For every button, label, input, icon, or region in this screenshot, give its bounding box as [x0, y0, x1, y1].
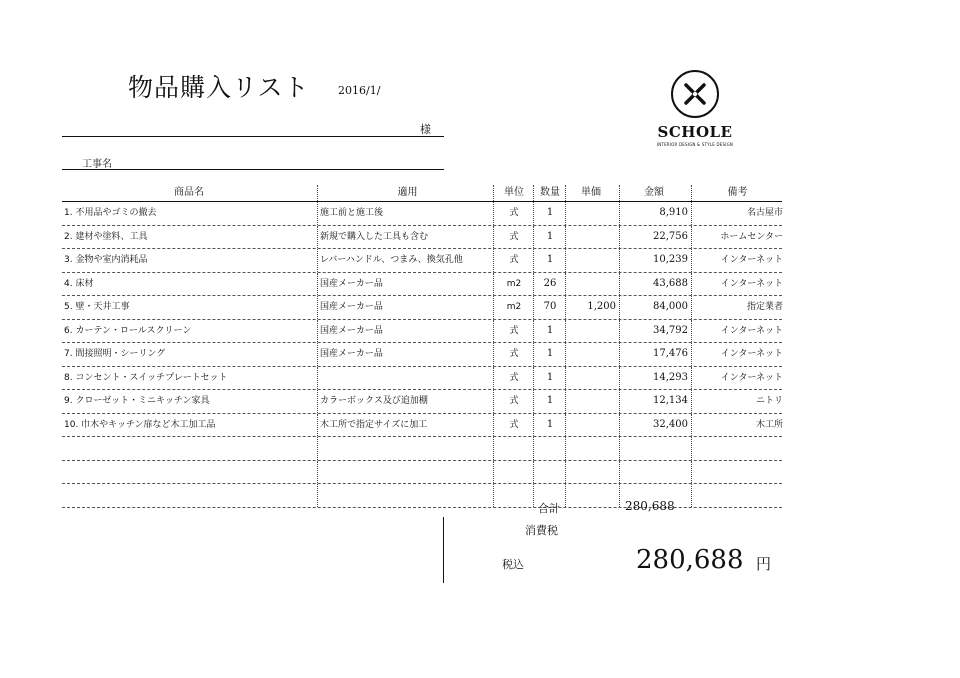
subtotal-value: 280,688	[625, 499, 675, 513]
total-unit: 円	[756, 555, 772, 573]
cell-desc: 国産メーカー品	[317, 343, 495, 366]
cell-name: 4. 床材	[64, 278, 94, 289]
cell-note	[691, 437, 785, 460]
cell-desc	[317, 437, 495, 460]
total-value: 280,688	[636, 545, 744, 575]
cell-desc: 国産メーカー品	[317, 296, 495, 319]
logo-tagline: INTERIOR DESIGN & STYLE DESIGN	[656, 142, 734, 147]
cell-price	[565, 390, 620, 413]
subtotal-label: 合計	[538, 502, 560, 515]
cell-note	[691, 461, 785, 484]
cell-unit: m2	[493, 296, 534, 319]
cell-qty	[533, 437, 566, 460]
table-row	[62, 437, 782, 461]
cell-amount: 34,792	[619, 320, 692, 343]
cell-amount: 22,756	[619, 226, 692, 249]
page-title: 物品購入リスト	[128, 73, 310, 102]
cell-qty: 26	[533, 273, 566, 296]
cell-price	[565, 461, 620, 484]
cell-amount: 84,000	[619, 296, 692, 319]
cell-name	[62, 484, 318, 507]
header-name: 商品名	[174, 187, 204, 198]
cell-name: 7. 間接照明・シーリング	[64, 349, 166, 359]
table-body	[62, 202, 782, 508]
cell-amount: 8,910	[619, 202, 692, 225]
table-row	[62, 367, 782, 391]
cell-desc: レバーハンドル、つまみ、換気孔他	[317, 249, 495, 272]
cell-name: 3. 金物や室内消耗品	[64, 255, 148, 265]
table-row	[62, 226, 782, 250]
cell-qty: 1	[533, 390, 566, 413]
cell-name	[62, 437, 318, 460]
cell-price	[565, 202, 620, 225]
cell-amount: 14,293	[619, 367, 692, 390]
purchase-table	[62, 185, 782, 508]
table-row	[62, 273, 782, 297]
cell-unit: 式	[493, 249, 534, 272]
cell-unit	[493, 461, 534, 484]
header-unit: 単位	[493, 185, 534, 201]
cell-amount: 17,476	[619, 343, 692, 366]
table-row	[62, 343, 782, 367]
cell-note: インターネット	[691, 367, 785, 390]
cell-price	[565, 367, 620, 390]
cell-name: 6. カーテン・ロールスクリーン	[64, 325, 192, 336]
cell-name: 9. クローゼット・ミニキッチン家具	[64, 396, 210, 406]
tax-label: 消費税	[525, 524, 558, 537]
table-row	[62, 202, 782, 226]
cell-price	[565, 273, 620, 296]
honorific-label: 様	[420, 123, 431, 136]
cell-note: ニトリ	[691, 390, 785, 413]
table-row	[62, 320, 782, 344]
cell-qty: 1	[533, 202, 566, 225]
total-label: 税込	[502, 558, 524, 571]
table-row	[62, 249, 782, 273]
cell-unit	[493, 484, 534, 507]
cell-qty: 1	[533, 367, 566, 390]
cell-qty: 1	[533, 249, 566, 272]
cell-desc: 木工所で指定サイズに加工	[317, 414, 495, 437]
cell-amount: 32,400	[619, 414, 692, 437]
cell-desc	[317, 461, 495, 484]
cell-name	[62, 461, 318, 484]
crossed-pencil-icon	[671, 70, 719, 118]
cell-name: 2. 建材や塗料、工具	[64, 231, 148, 242]
cell-desc: 施工前と施工後	[317, 202, 495, 225]
cell-qty: 1	[533, 343, 566, 366]
cell-name: 1. 不用品やゴミの撤去	[64, 208, 157, 218]
cell-note: 木工所	[691, 414, 785, 437]
cell-amount: 12,134	[619, 390, 692, 413]
cell-amount	[619, 437, 692, 460]
cell-unit: m2	[493, 273, 534, 296]
table-row	[62, 390, 782, 414]
cell-unit	[493, 437, 534, 460]
cell-unit: 式	[493, 320, 534, 343]
cell-note: インターネット	[691, 249, 785, 272]
cell-unit: 式	[493, 226, 534, 249]
cell-name: 8. コンセント・スイッチプレートセット	[64, 372, 228, 383]
cell-price	[565, 484, 620, 507]
cell-name: 10. 巾木やキッチン扉など木工加工品	[64, 419, 216, 430]
cell-note: 名古屋市	[691, 202, 785, 225]
cell-price	[565, 226, 620, 249]
company-logo	[640, 70, 750, 147]
cell-price	[565, 343, 620, 366]
cell-qty: 1	[533, 226, 566, 249]
cell-note: インターネット	[691, 343, 785, 366]
cell-price	[565, 249, 620, 272]
cell-note: インターネット	[691, 273, 785, 296]
cell-amount: 43,688	[619, 273, 692, 296]
issue-date: 2016/1/	[338, 84, 381, 97]
cell-qty	[533, 461, 566, 484]
cell-note	[691, 484, 785, 507]
summary-divider	[443, 517, 444, 583]
project-name-label: 工事名	[82, 159, 112, 170]
cell-unit: 式	[493, 367, 534, 390]
cell-desc: カラーボックス及び追加棚	[317, 390, 495, 413]
cell-unit: 式	[493, 414, 534, 437]
cell-desc: 新規で購入した工具も含む	[317, 226, 495, 249]
cell-price	[565, 320, 620, 343]
header-amount: 金額	[619, 185, 688, 201]
customer-name-line	[62, 136, 444, 137]
cell-price: 1,200	[565, 296, 620, 319]
table-row	[62, 461, 782, 485]
cell-unit: 式	[493, 390, 534, 413]
cell-price	[565, 414, 620, 437]
project-name-line	[62, 169, 444, 170]
cell-desc	[317, 367, 495, 390]
cell-qty: 1	[533, 414, 566, 437]
cell-note: インターネット	[691, 320, 785, 343]
header-note: 備考	[691, 185, 783, 201]
cell-amount	[619, 461, 692, 484]
cell-desc: 国産メーカー品	[317, 273, 495, 296]
cell-amount: 10,239	[619, 249, 692, 272]
cell-unit: 式	[493, 202, 534, 225]
cell-desc: 国産メーカー品	[317, 320, 495, 343]
cell-qty: 1	[533, 320, 566, 343]
header-qty: 数量	[533, 185, 566, 201]
cell-desc	[317, 484, 495, 507]
cell-price	[565, 437, 620, 460]
logo-wordmark: SCHOLE	[657, 123, 733, 141]
header-desc: 適用	[317, 185, 495, 201]
cell-unit: 式	[493, 343, 534, 366]
table-header-row	[62, 185, 782, 202]
cell-name: 5. 壁・天井工事	[64, 302, 130, 312]
header-price: 単価	[565, 185, 616, 201]
table-row	[62, 296, 782, 320]
cell-note: 指定業者	[691, 296, 785, 319]
cell-note: ホームセンター	[691, 226, 785, 249]
table-row	[62, 414, 782, 438]
cell-qty: 70	[533, 296, 566, 319]
